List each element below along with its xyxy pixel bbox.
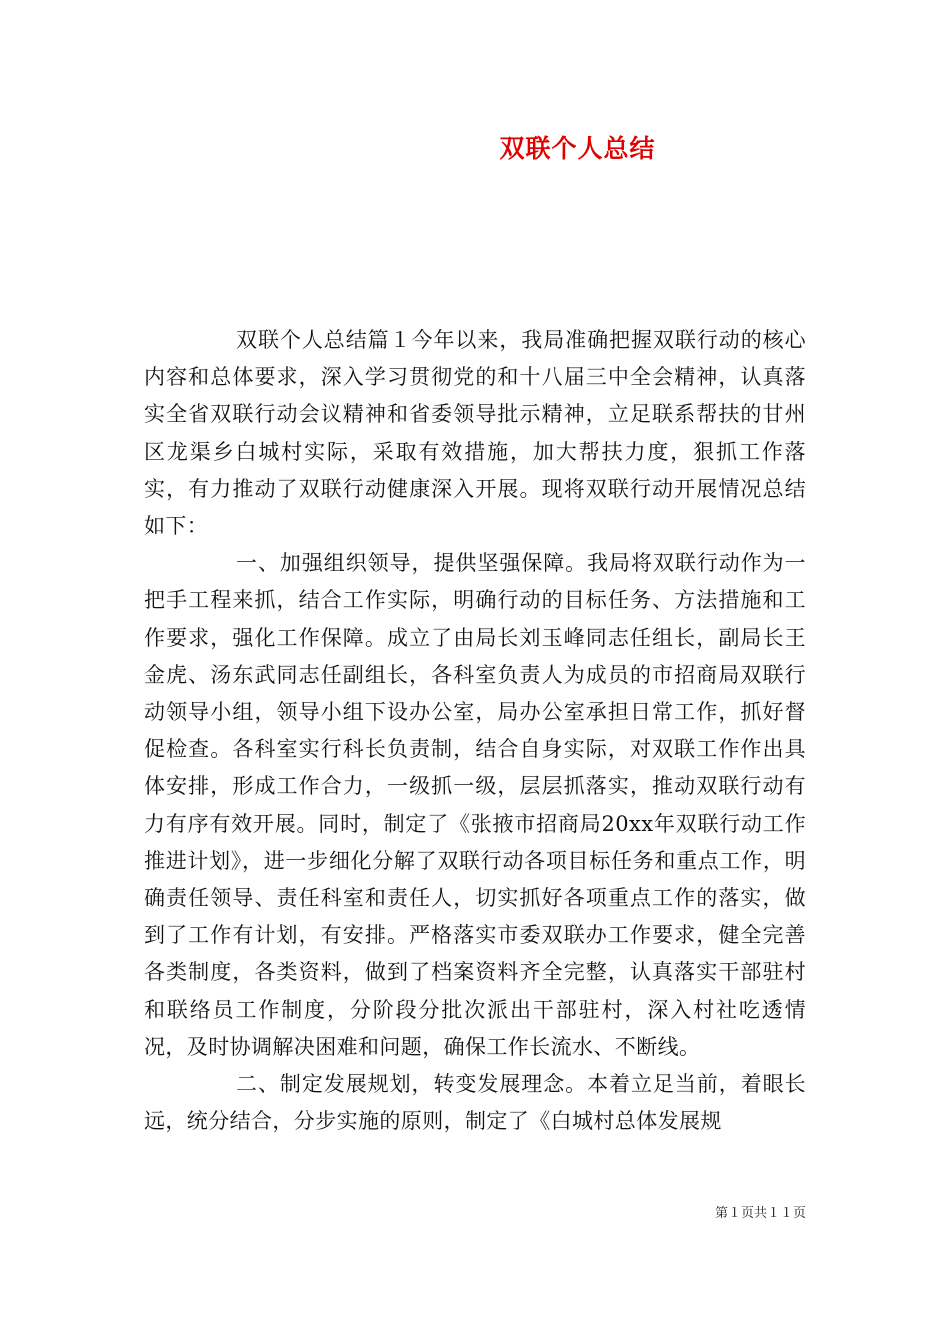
page-number-footer: 第１页共１１页 [714, 1206, 806, 1221]
paragraph-section-2: 二、制定发展规划，转变发展理念。本着立足当前，着眼长远，统分结合，分步实施的原则，制定了《白城村总体发展规 [144, 1072, 806, 1134]
paragraph-section-1: 一、加强组织领导，提供坚强保障。我局将双联行动作为一把手工程来抓，结合工作实际，明确行动的目标任务、方法措施和工作要求，强化工作保障。成立了由局长刘玉峰同志任组长，副局长王金虎、汤东武同志任副组长，各科室负责人为成员的市招商局双联行动领导小组，领导小组下设办公室，局办公室承担日常工作，抓好督促检查。各科室实行科长负责制，结合自身实际，对双联工作作出具体安排，形成工作合力，一级抓一级，层层抓落实，推动双联行动有力有序有效开展。同时，制定了《张掖市招商局20xx年双联行动工作推进计划》，进一步细化分解了双联行动各项目标任务和重点工作，明确责任领导、责任科室和责任人，切实抓好各项重点工作的落实，做到了工作有计划，有安排。严格落实市委双联办工作要求，健全完善各类制度，各类资料，做到了档案资料齐全完整，认真落实干部驻村和联络员工作制度，分阶段分批次派出干部驻村，深入村社吃透情况，及时协调解决困难和问题，确保工作长流水、不断线。 [144, 551, 806, 1059]
document-body [144, 322, 806, 1140]
paragraph-intro: 双联个人总结篇１今年以来，我局准确把握双联行动的核心内容和总体要求，深入学习贯彻党的和十八届三中全会精神，认真落实全省双联行动会议精神和省委领导批示精神，立足联系帮扶的甘州区龙渠乡白城村实际，采取有效措施，加大帮扶力度，狠抓工作落实，有力推动了双联行动健康深入开展。现将双联行动开展情况总结如下： [144, 328, 806, 539]
document-title: 双联个人总结 [499, 134, 656, 163]
